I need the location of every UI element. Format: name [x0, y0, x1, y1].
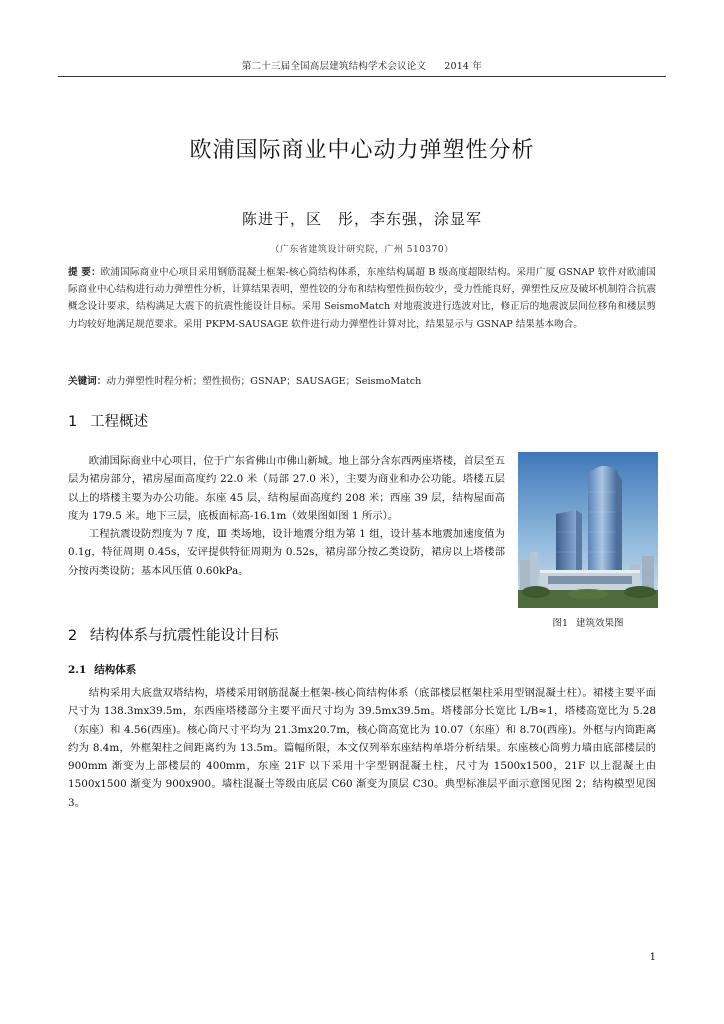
section-1-paragraph: 工程抗震设防烈度为 7 度，Ⅲ 类场地，设计地震分组为第 1 组，设计基本地震加速度值为 0.1g，特征周期 0.45s，安评提供特征周期为 0.52s，裙房部分按乙类设防，裙房以上塔楼部分按丙类设防；基本风压值 0.60kPa。: [68, 528, 505, 577]
section-2-1-number: 2.1: [68, 664, 87, 676]
authors: 陈进于，区 彤，李东强，涂显军: [241, 210, 482, 228]
conference-year: 2014 年: [444, 61, 483, 72]
abstract-text: 欧浦国际商业中心项目采用钢筋混凝土框架-核心筒结构体系，东座结构属超 B 级高度超限结构。采用广厦 GSNAP 软件对欧浦国际商业中心结构进行动力弹塑性分析，计算结果表明，塑性铰的分布和结构塑性损伤较少，受力性能良好，弹塑性反应及破坏机制符合抗震概念设计要求，结构满足大震下的抗震性能设计目标。采用 SeismoMatch 对地震波进行选波对比，修正后的地震波层间位移角和楼层剪力均较好地满足规范要求。采用 PKPM-SAUSAGE 软件进行动力弹塑性计算对比，结果显示与 GSNAP 结果基本吻合。: [68, 267, 656, 330]
section-2-1-body: [68, 684, 656, 812]
figure-1-caption-text: 建筑效果图: [576, 618, 624, 629]
abstract-label: 提 要：: [68, 267, 101, 278]
section-2-1-paragraph: 结构采用大底盘双塔结构，塔楼采用钢筋混凝土框架-核心筒结构体系（底部楼层框架柱采用型钢混凝土柱）。裙楼主要平面尺寸为 138.3mx39.5m，东西座塔楼部分主要平面尺寸均为 39.5mx39.5m。塔楼部分长宽比 L/B≈1，塔楼高宽比为 5.28（东座）和 4.56(西座)。核心筒尺寸平均为 21.3mx20.7m，核心筒高宽比为 10.07（东座）和 8.70(西座)。外框与内筒距离约为 8.4m，外框架柱之间距离约为 13.5m。篇幅所限，本文仅列举东座结构单塔分析结果。东座核心筒剪力墙由底部楼层的 900mm 渐变为上部楼层的 400mm，东座 21F 以下采用十字型钢混凝土柱，尺寸为 1500x1500，21F 以上混凝土由 1500x1500 渐变为 900x900。墙柱混凝土等级由底层 C60 渐变为顶层 C30。典型标准层平面示意图见图 2；结构模型见图 3。: [68, 687, 656, 809]
section-2-1-heading: [68, 662, 136, 677]
affiliation: （广东省建筑设计研究院，广州 510370）: [270, 245, 454, 255]
section-1-body: [68, 452, 505, 580]
section-2-heading: [68, 624, 279, 645]
keywords: [68, 373, 656, 390]
section-2-number: 2: [68, 628, 78, 644]
building-rendering-image: [518, 452, 658, 608]
keywords-label: 关键词：: [68, 376, 107, 387]
figure-1-number: 图1: [552, 618, 569, 629]
section-2-title: 结构体系与抗震性能设计目标: [90, 628, 279, 644]
section-1-paragraph: 欧浦国际商业中心项目，位于广东省佛山市佛山新城。地上部分含东西两座塔楼，首层至五层为裙房部分，裙房屋面高度约 22.0 米（局部 27.0 米），主要为商业和办公功能。塔楼五层以上的塔楼主要为办公功能。东座 45 层，结构屋面高度约 208 米；西座 39 层，结构屋面高度为 179.5 米。地下三层，底板面标高-16.1m（效果图如图 1 所示）。: [68, 455, 505, 522]
figure-1-caption: [518, 615, 658, 629]
section-2-1-title: 结构体系: [94, 664, 137, 676]
conference-name: 第二十三届全国高层建筑结构学术会议论文: [241, 61, 427, 72]
abstract: [68, 264, 656, 333]
figure-1-rendering: [518, 452, 658, 608]
section-1-title: 工程概述: [90, 414, 148, 430]
page-number: 1: [649, 952, 656, 963]
paper-title: 欧浦国际商业中心动力弹塑性分析: [189, 138, 535, 163]
keywords-text: 动力弹塑性时程分析；塑性损伤；GSNAP；SAUSAGE；SeismoMatch: [106, 376, 422, 387]
running-header: [60, 58, 664, 72]
header-rule: [58, 76, 666, 77]
section-1-number: 1: [68, 414, 78, 430]
section-1-heading: [68, 410, 148, 431]
